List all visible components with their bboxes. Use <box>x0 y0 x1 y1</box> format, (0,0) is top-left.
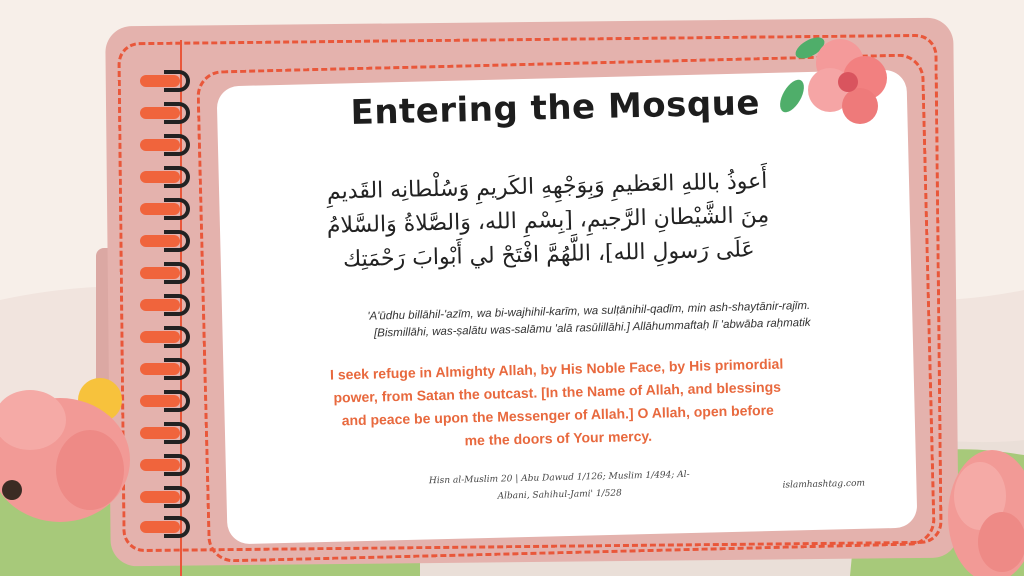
binding-ring <box>140 230 194 252</box>
binding-ring <box>140 166 194 188</box>
arabic-line: أَعوذُ باللهِ العَظيمِ وَبِوَجْهِهِ الكَريمِ وَسُلْطانِه القَديمِ <box>326 168 768 205</box>
source-line: Hisn al-Muslim 20 | Abu Dawud 1/126; Muslim 1/494; Al- <box>428 469 690 487</box>
spiral-binding <box>140 70 200 540</box>
transliteration-line: [Bismillāhi, was-ṣalātu was-salāmu 'alā rasūlillāhi.] Allāhummaftaḥ lī 'abwāba raḥmatik <box>373 316 811 340</box>
binding-ring <box>140 198 194 220</box>
binding-ring <box>140 454 194 476</box>
translation-text <box>311 352 803 456</box>
binding-ring <box>140 262 194 284</box>
binding-ring <box>140 422 194 444</box>
source-line: Albani, Sahihul-Jami' 1/528 <box>497 488 622 502</box>
binding-ring <box>140 326 194 348</box>
page-title: Entering the Mosque <box>350 83 761 134</box>
website-credit: islamhashtag.com <box>782 478 866 491</box>
dua-content <box>225 74 896 530</box>
binding-ring <box>140 516 194 538</box>
translation-line: me the doors of Your mercy. <box>464 427 653 449</box>
transliteration-line: 'A'ūdhu billāhil-'azīm, wa bi-wajhihil-karīm, wa sulṭānihil-qadīm, min ash-shaytānir-rajīm. <box>367 299 811 323</box>
binding-ring <box>140 70 194 92</box>
flower-bottom-left-icon <box>0 360 140 540</box>
binding-ring <box>140 294 194 316</box>
binding-ring <box>140 486 194 508</box>
binding-ring <box>140 134 194 156</box>
binding-ring <box>140 358 194 380</box>
translation-line: and peace be upon the Messenger of Allah.] O Allah, open before <box>341 401 775 429</box>
translation-line: I seek refuge in Almighty Allah, by His Noble Face, by His primordial <box>329 355 784 383</box>
arabic-text <box>317 165 779 278</box>
transliteration-text <box>290 298 811 345</box>
arabic-line: مِنَ الشَّيْطانِ الرَّجيمِ، [بِسْمِ الله، وَالصَّلاةُ وَالسَّلامُ <box>326 202 770 239</box>
translation-line: power, from Satan the outcast. [In the Name of Allah, and blessings <box>333 378 782 406</box>
hadith-source <box>424 467 695 508</box>
binding-ring <box>140 102 194 124</box>
arabic-line: عَلَى رَسولِ الله]، اللَّهُمَّ افْتَحْ لي أَبْوابَ رَحْمَتِك <box>342 237 755 273</box>
flower-bottom-right-icon <box>940 446 1024 576</box>
binding-ring <box>140 390 194 412</box>
flower-top-right-icon <box>770 18 910 128</box>
